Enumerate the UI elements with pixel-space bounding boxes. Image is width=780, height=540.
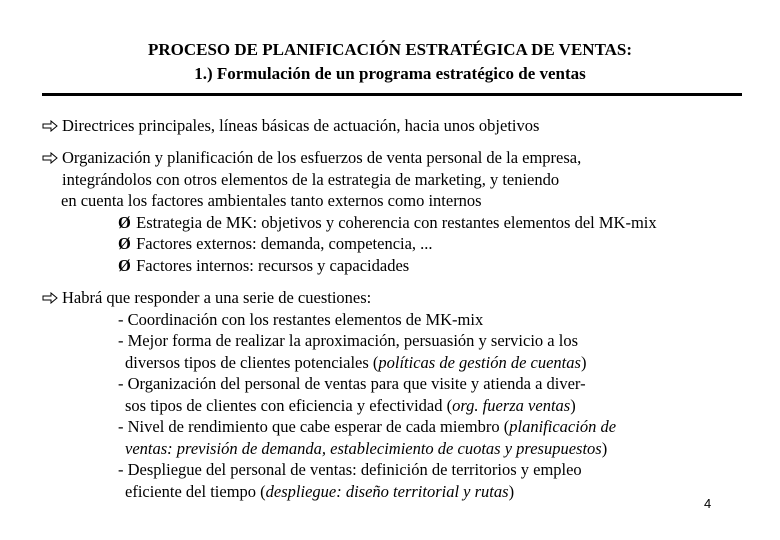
bullet-text: Habrá que responder a una serie de cuestiones: [62,288,372,307]
chevron-bullet-icon: Ø [118,255,131,275]
question-item: - Coordinación con los restantes elementos de MK-mix [118,309,484,329]
bullet-cuestiones [42,287,616,502]
sub-item-externos: Ø Factores externos: demanda, competencia, ... [118,234,433,253]
bullet-directrices [42,115,539,137]
bullet-text-line: en cuenta los factores ambientales tanto externos como internos [61,191,482,210]
question-item: - Nivel de rendimiento que cabe esperar de cada miembro (planificación de [118,417,617,436]
question-item-cont: sos tipos de clientes con eficiencia y efectividad (org. fuerza ventas) [125,395,576,415]
question-item: - Organización del personal de ventas para que visite y atienda a diver- [118,374,586,393]
page-number: 4 [704,496,712,511]
arrow-bullet-icon [42,120,58,132]
sub-item-internos: Ø Factores internos: recursos y capacidades [118,255,410,275]
bullet-organizacion [42,147,657,276]
question-item-cont: diversos tipos de clientes potenciales (políticas de gestión de cuentas) [125,352,587,372]
chevron-bullet-icon: Ø [118,234,131,253]
page-subtitle: 1.) Formulación de un programa estratégico de ventas [194,64,586,83]
question-item: - Despliegue del personal de ventas: definición de territorios y empleo [118,460,582,479]
arrow-bullet-icon [42,152,58,164]
question-item-cont: eficiente del tiempo (despliegue: diseño territorial y rutas) [125,481,515,501]
page-title: PROCESO DE PLANIFICACIÓN ESTRATÉGICA DE VENTAS: [147,40,633,59]
title-divider [42,93,742,96]
question-item: - Mejor forma de realizar la aproximación, persuasión y servicio a los [118,331,578,350]
bullet-text-line: integrándolos con otros elementos de la estrategia de marketing, y teniendo [62,169,560,189]
question-item-cont: ventas: previsión de demanda, establecimiento de cuotas y presupuestos) [125,438,608,458]
bullet-text: Directrices principales, líneas básicas de actuación, hacia unos objetivos [62,116,540,135]
sub-item-estrategia: Ø Estrategia de MK: objetivos y coherencia con restantes elementos del MK-mix [118,212,657,232]
chevron-bullet-icon: Ø [118,212,131,232]
arrow-bullet-icon [42,292,58,304]
bullet-text-line: Organización y planificación de los esfuerzos de venta personal de la empresa, [62,148,582,167]
